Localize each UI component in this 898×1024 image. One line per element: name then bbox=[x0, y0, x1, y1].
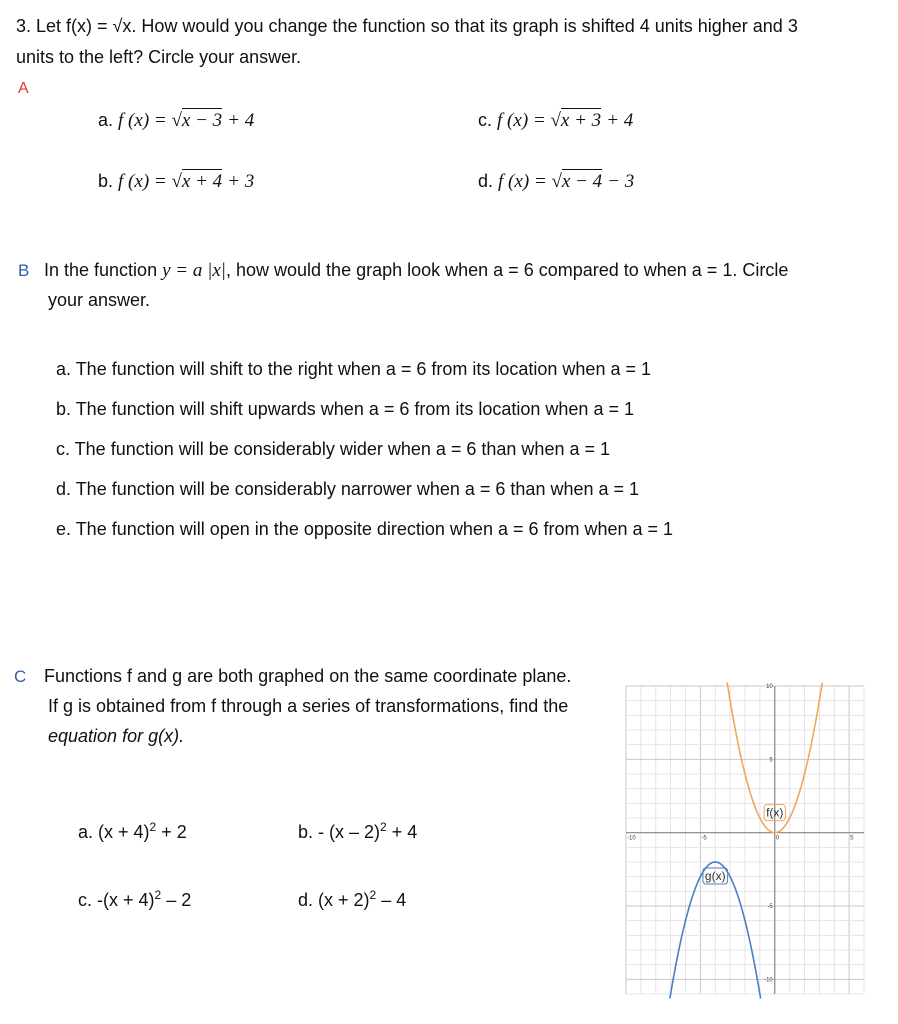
qB-section-label: B bbox=[18, 261, 30, 280]
q3-prompt-line1: 3. Let f(x) = √x. How would you change the function so that its graph is shifted 4 units higher and 3 bbox=[16, 16, 798, 36]
grid-lines bbox=[626, 686, 864, 994]
f(x)-label: f(x) bbox=[766, 805, 784, 820]
qC-option-b[interactable]: b. - (x – 2)$^2$ + 4 bbox=[298, 820, 418, 842]
y-tick-label: -10 bbox=[764, 977, 773, 984]
g(x)-label: g(x) bbox=[704, 869, 726, 883]
qC-option-d[interactable]: d. $(x + 2)^2 - 4$ bbox=[298, 888, 407, 910]
qB-option-a[interactable]: a. The function will shift to the right when a = 6 from its location when a = 1 bbox=[56, 359, 651, 379]
qC-prompt-line2: If g is obtained from f through a series of transformations, find the bbox=[48, 696, 569, 716]
q3-option-d[interactable]: d. f (x) = √x − 4 − 3 bbox=[478, 171, 635, 192]
x-tick-label: 0 bbox=[775, 835, 780, 842]
q3-option-b[interactable]: b. f (x) = √x + 4 + 3 bbox=[98, 171, 255, 192]
y-tick-label: 5 bbox=[769, 757, 773, 764]
tick-labels bbox=[627, 684, 854, 983]
qC-option-c[interactable]: c. $-(x + 4)^2 - 2$ bbox=[78, 888, 192, 910]
qB-option-c[interactable]: c. The function will be considerably wider when a = 6 than when a = 1 bbox=[56, 439, 611, 459]
q3-option-a[interactable]: a. f (x) = √x − 3 + 4 bbox=[98, 110, 255, 131]
x-tick-label: -10 bbox=[627, 835, 636, 842]
y-tick-label: -5 bbox=[767, 904, 773, 910]
qC-option-a[interactable]: a. $(x + 4)^2 + 2$ bbox=[78, 820, 187, 842]
qB-prompt-line2: your answer. bbox=[48, 290, 151, 310]
qC-section-label: C bbox=[14, 667, 27, 686]
x-tick-label: -5 bbox=[701, 835, 707, 842]
x-tick-label: 5 bbox=[850, 835, 854, 842]
qB-option-d[interactable]: d. The function will be considerably narrower when a = 6 than when a = 1 bbox=[56, 479, 640, 499]
q3-prompt-line2: units to the left? Circle your answer. bbox=[16, 47, 302, 67]
qC-prompt-line3: equation for g(x). bbox=[48, 726, 185, 746]
q3-section-label: A bbox=[18, 80, 29, 97]
qC-prompt-line1: Functions f and g are both graphed on the same coordinate plane. bbox=[44, 666, 572, 686]
q3-option-c[interactable]: c. f (x) = √x + 3 + 4 bbox=[478, 110, 634, 131]
qB-option-b[interactable]: b. The function will shift upwards when a = 6 from its location when a = 1 bbox=[56, 399, 634, 419]
coordinate-plane-graph bbox=[622, 680, 868, 1000]
qB-option-e[interactable]: e. The function will open in the opposite direction when a = 6 from when a = 1 bbox=[56, 519, 674, 539]
qB-prompt-line1: In the function y = a |x|, how would the graph look when a = 6 compared to when a = 1. Circle bbox=[44, 260, 789, 281]
y-tick-label: 10 bbox=[766, 684, 773, 690]
